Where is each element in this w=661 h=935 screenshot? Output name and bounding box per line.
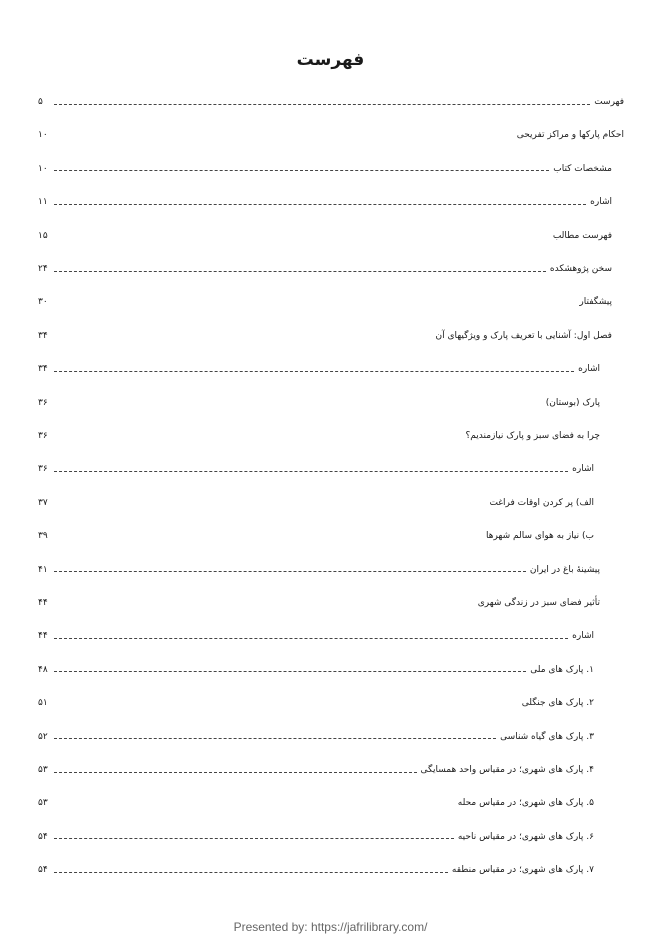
toc-entry-title: تأثیر فضای سبز در زندگی شهری (477, 598, 600, 608)
toc-page-number: ۵۴ (38, 865, 48, 876)
toc-entry[interactable] (38, 192, 624, 212)
toc-dot-leader (54, 738, 496, 739)
toc-page-number: ۱۰ (38, 130, 48, 141)
toc-entry[interactable] (38, 593, 624, 613)
toc-entry-title: ۳. پارک های گیاه شناسی (500, 731, 594, 742)
toc-entry-title: ب) نیاز به هوای سالم شهرها (485, 531, 594, 542)
toc-entry[interactable] (38, 827, 624, 847)
toc-entry-title: پیشینهٔ باغ در ایران (529, 564, 600, 575)
toc-entry[interactable] (38, 860, 624, 880)
toc-page-number: ۳۶ (38, 464, 48, 475)
toc-entry[interactable] (38, 693, 624, 713)
toc-entry-title: مشخصات کتاب (553, 163, 612, 174)
toc-entry[interactable] (38, 793, 624, 813)
toc-entry[interactable] (38, 459, 624, 479)
toc-entry[interactable] (38, 660, 624, 680)
toc-dot-leader (54, 571, 526, 572)
toc-dot-leader (54, 471, 568, 472)
toc-entry[interactable] (38, 727, 624, 747)
toc-page-number: ۳۹ (38, 531, 48, 542)
toc-entry-title: ۴. پارک های شهری؛ در مقیاس واحد همسایگی (420, 765, 594, 775)
toc-entry-title: فهرست (594, 97, 624, 107)
toc-entry-title: ۱. پارک های ملی (530, 664, 594, 675)
toc-entry[interactable] (38, 125, 624, 145)
toc-entry[interactable] (38, 92, 624, 112)
toc-dot-leader (54, 170, 549, 171)
toc-page-number: ۵۱ (38, 698, 48, 709)
toc-page-number: ۵۲ (38, 731, 48, 742)
toc-entry-title: فهرست مطالب (552, 230, 612, 241)
toc-page-number: ۴۴ (38, 598, 48, 608)
toc-entry[interactable] (38, 426, 624, 446)
toc-dot-leader (54, 872, 448, 873)
toc-entry-title: چرا به فضای سبز و پارک نیازمندیم؟ (465, 431, 600, 441)
page-title: فهرست (296, 50, 365, 70)
toc-page-number: ۴۸ (38, 664, 48, 675)
toc-entry-title: اشاره (572, 464, 594, 475)
toc-entry[interactable] (38, 359, 624, 379)
toc-entry[interactable] (38, 326, 624, 346)
toc-page-number: ۵۳ (38, 765, 48, 775)
toc-entry[interactable] (38, 292, 624, 312)
toc-page-number: ۵۴ (38, 831, 48, 842)
toc-page-number: ۲۴ (38, 264, 48, 274)
toc-page-number: ۳۴ (38, 364, 48, 375)
toc-entry-title: سخن پژوهشکده (549, 264, 612, 274)
toc-page-number: ۴۴ (38, 631, 48, 642)
toc-dot-leader (54, 772, 417, 773)
toc-dot-leader (54, 271, 546, 272)
toc-entry[interactable] (38, 560, 624, 580)
toc-page-number: ۵ (38, 97, 43, 107)
toc-entry-title: ۶. پارک های شهری؛ در مقیاس ناحیه (457, 831, 594, 842)
toc-page-number: ۳۷ (38, 497, 48, 508)
toc-entry-title: ۵. پارک های شهری؛ در مقیاس محله (457, 798, 594, 809)
toc-entry[interactable] (38, 259, 624, 279)
toc-entry[interactable] (38, 526, 624, 546)
footer-credit[interactable]: Presented by: https://jafrilibrary.com/ (233, 920, 428, 934)
toc-page-number: ۳۶ (38, 397, 48, 408)
toc-dot-leader (54, 838, 454, 839)
toc-entry[interactable] (38, 493, 624, 513)
toc-page-number: ۳۶ (38, 431, 48, 441)
toc-entry[interactable] (38, 226, 624, 246)
toc-dot-leader (54, 104, 590, 105)
toc-entry-title: اشاره (572, 631, 594, 642)
toc-entry-title: فصل اول: آشنایی با تعریف پارک و ویژگیهای آن (435, 330, 612, 341)
toc-entry-title: ۲. پارک های جنگلی (521, 698, 594, 709)
toc-entry[interactable] (38, 159, 624, 179)
toc-page-number: ۱۱ (38, 197, 48, 208)
toc-entry-title: اشاره (590, 197, 612, 208)
toc-page-number: ۳۴ (38, 330, 48, 341)
toc-entry[interactable] (38, 626, 624, 646)
toc-page-number: ۱۰ (38, 163, 48, 174)
toc-entry-title: ۷. پارک های شهری؛ در مقیاس منطقه (451, 865, 594, 876)
toc-entry[interactable] (38, 760, 624, 780)
toc-entry-title: الف) پر کردن اوقات فراغت (489, 497, 594, 508)
toc-dot-leader (54, 671, 526, 672)
toc-dot-leader (54, 204, 586, 205)
toc-entry-title: احکام پارکها و مراکز تفریحی (516, 130, 624, 141)
toc-dot-leader (54, 638, 568, 639)
toc-entry-title: اشاره (578, 364, 600, 375)
toc-entry-title: پیشگفتار (579, 297, 612, 308)
toc-entry[interactable] (38, 393, 624, 413)
toc-page-number: ۴۱ (38, 564, 48, 575)
toc-dot-leader (54, 371, 574, 372)
toc-page-number: ۵۳ (38, 798, 48, 809)
toc-page-number: ۳۰ (38, 297, 48, 308)
toc-page-number: ۱۵ (38, 230, 48, 241)
toc-entry-title: پارک (بوستان) (545, 397, 600, 408)
